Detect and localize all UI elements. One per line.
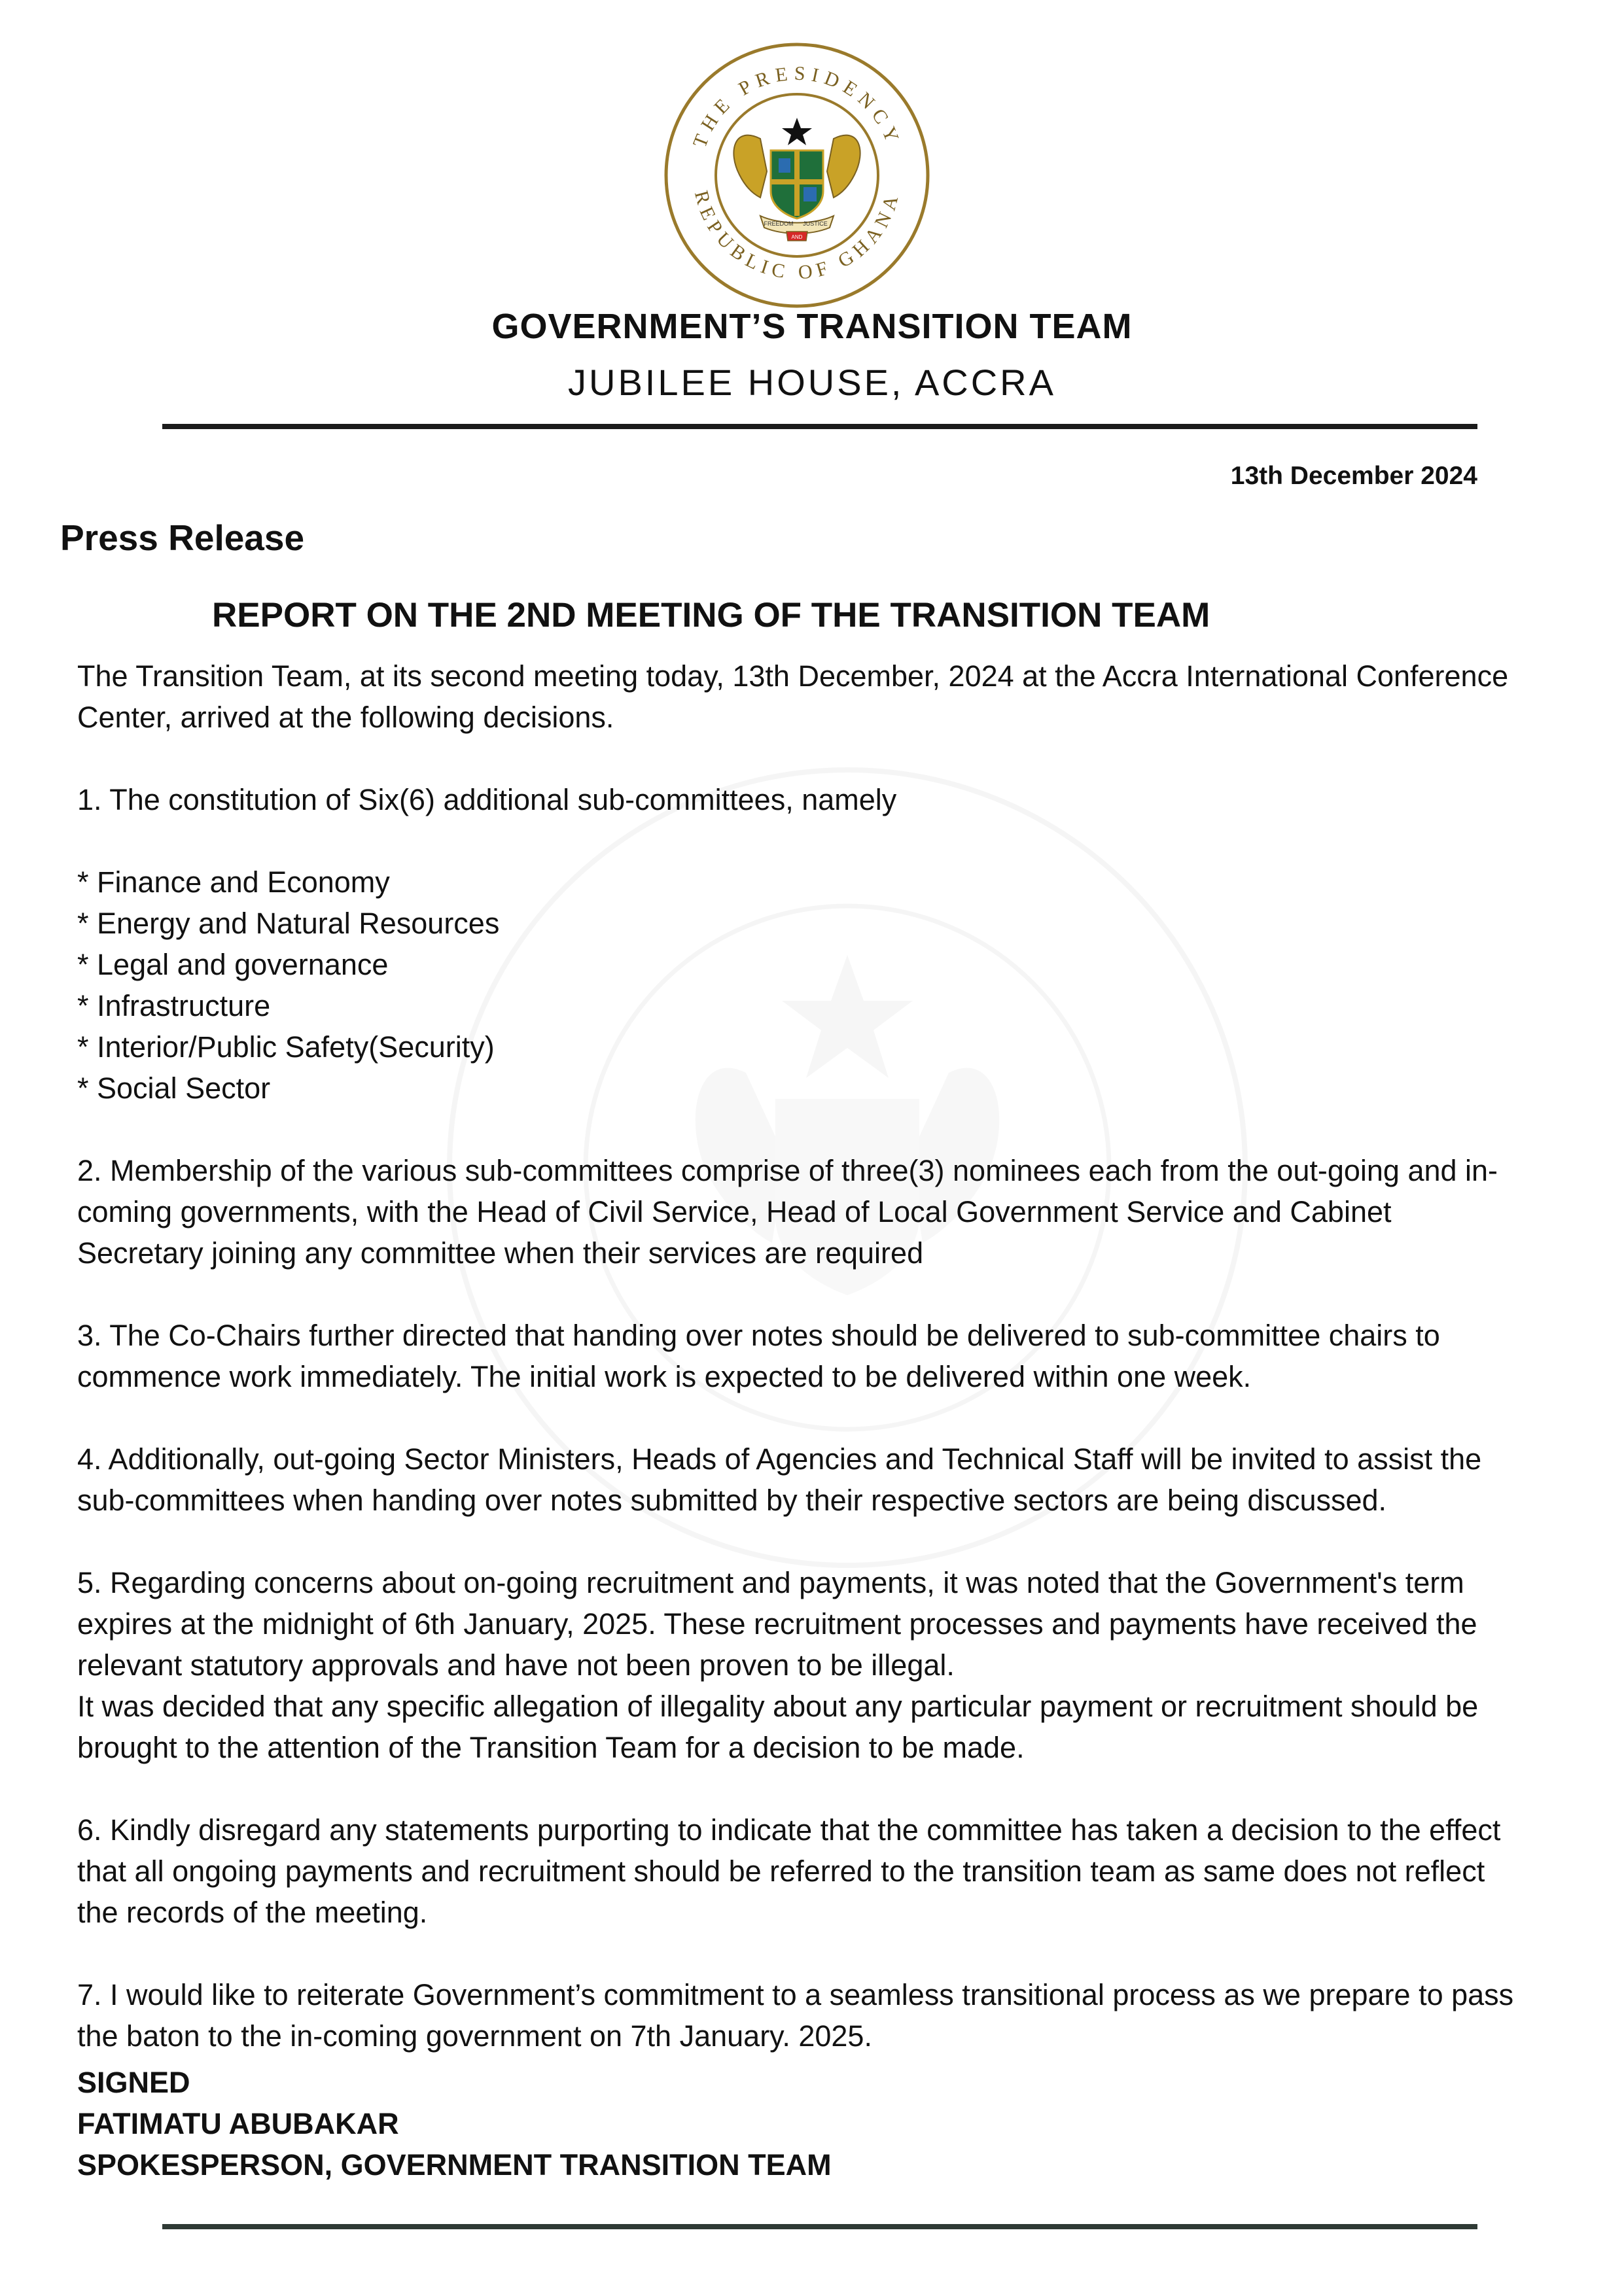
seal-text-top: THE PRESIDENCY xyxy=(688,62,906,151)
point-3: 3. The Co-Chairs further directed that handing over notes should be delivered to sub-committee chairs to commence work immediately. The initial work is expected to be delivered within one week. xyxy=(77,1319,1440,1393)
motto-and: AND xyxy=(791,234,803,240)
list-item: * Finance and Economy xyxy=(77,865,390,899)
signatory-name: FATIMATU ABUBAKAR xyxy=(77,2107,399,2140)
presidency-seal xyxy=(662,41,932,310)
point-6: 6. Kindly disregard any statements purporting to indicate that the committee has taken a decision to the effect that all ongoing payments and recruitment should be referred to the transition team as same does not reflect the records of the meeting. xyxy=(77,1813,1501,1929)
list-item: * Interior/Public Safety(Security) xyxy=(77,1030,495,1064)
document-type: Press Release xyxy=(60,517,305,558)
list-item: * Infrastructure xyxy=(77,989,271,1022)
body xyxy=(77,655,1595,2057)
headline: REPORT ON THE 2ND MEETING OF THE TRANSITION TEAM xyxy=(212,596,1210,635)
motto-freedom: FREEDOM xyxy=(764,220,794,227)
list-item: * Energy and Natural Resources xyxy=(77,907,500,940)
point-4: 4. Additionally, out-going Sector Ministers, Heads of Agencies and Technical Staff will be invited to assist the sub-committees when handing over notes submitted by their respective sectors are being discussed. xyxy=(77,1442,1482,1517)
release-date: 13th December 2024 xyxy=(1230,462,1477,490)
signatory-title: SPOKESPERSON, GOVERNMENT TRANSITION TEAM xyxy=(77,2148,832,2182)
point-1: 1. The constitution of Six(6) additional sub-committees, namely xyxy=(77,783,897,816)
organization-address: JUBILEE HOUSE, ACCRA xyxy=(568,362,1056,403)
seal-text-bottom: REPUBLIC OF GHANA xyxy=(690,188,904,284)
point-7: 7. I would like to reiterate Government’s commitment to a seamless transitional process as we prepare to pass the baton to the in-coming government on 7th January. 2025. xyxy=(77,1978,1514,2053)
point-5: 5. Regarding concerns about on-going recruitment and payments, it was noted that the Government's term expires at the midnight of 6th January, 2025. These recruitment processes and payments have received the relevant statutory approvals and have not been proven to be illegal. It was decided that any specific allegation of illegality about any particular payment or recruitment should be brought to the attention of the Transition Team for a decision to be made. xyxy=(77,1566,1479,1764)
footer-divider xyxy=(162,2224,1477,2229)
subcommittee-list xyxy=(77,861,1595,1109)
coat-of-arms-icon xyxy=(733,118,860,241)
signed-label: SIGNED xyxy=(77,2066,190,2099)
intro-paragraph: The Transition Team, at its second meeting today, 13th December, 2024 at the Accra International Conference Center, arrived at the following decisions. xyxy=(77,659,1509,734)
point-2: 2. Membership of the various sub-committees comprise of three(3) nominees each from the out-going and in- coming governments, with the Head of Civil Service, Head of Local Government Service and Cabinet Secretary joining any committee when their services are required xyxy=(77,1154,1498,1270)
motto-justice: JUSTICE xyxy=(803,220,828,227)
list-item: * Social Sector xyxy=(77,1071,271,1105)
organization-name: GOVERNMENT’S TRANSITION TEAM xyxy=(491,307,1133,346)
header-divider xyxy=(162,424,1477,429)
signature-block xyxy=(77,2062,832,2185)
list-item: * Legal and governance xyxy=(77,948,389,981)
